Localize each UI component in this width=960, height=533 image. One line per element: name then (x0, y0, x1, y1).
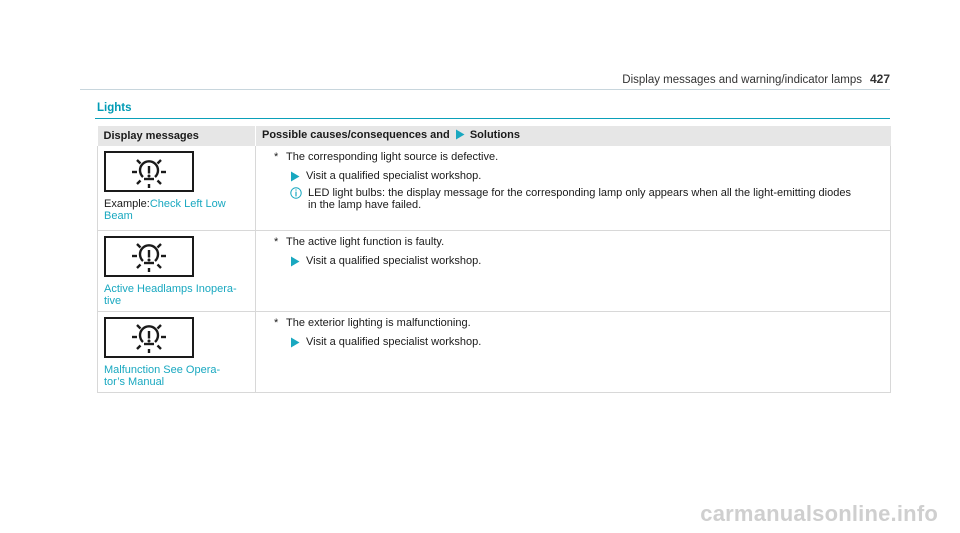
section-title: Lights (97, 102, 132, 114)
example-prefix: Example: (104, 198, 150, 210)
solution-arrow-icon (290, 170, 300, 183)
display-message-cell (98, 230, 256, 311)
col-header-display-messages (98, 126, 256, 146)
cause-marker: * (274, 316, 279, 329)
table-row (98, 230, 891, 311)
display-message-label (104, 198, 249, 222)
running-head (622, 72, 890, 86)
solution-arrow-icon (455, 129, 465, 143)
light-fault-warning-lamp-icon (104, 236, 194, 277)
col-display-label: Display messages (103, 130, 199, 142)
display-message-label (104, 283, 249, 307)
page-number: 427 (869, 72, 890, 86)
col-solutions-label: Solutions (469, 129, 520, 141)
display-text: Active Headlamps Inopera- (104, 282, 237, 295)
causes-solutions-cell (256, 311, 891, 392)
cause-text: The exterior lighting is malfunctioning. (286, 316, 471, 329)
cause-text: The active light function is faulty. (286, 235, 445, 248)
col-header-causes-solutions (256, 126, 891, 146)
running-title: Display messages and warning/indicator lamps (622, 74, 862, 86)
display-message-label (104, 364, 249, 388)
solution-arrow-icon (290, 255, 300, 268)
light-fault-warning-lamp-icon (104, 317, 194, 358)
light-fault-warning-lamp-icon (104, 151, 194, 192)
display-text: Malfunction See Opera- (104, 363, 221, 376)
col-causes-label: Possible causes/consequences and (262, 129, 450, 141)
cause-item (274, 317, 884, 330)
cause-marker: * (274, 151, 279, 163)
causes-solutions-cell (256, 146, 891, 230)
cause-text: The corresponding light source is defective. (286, 151, 499, 163)
solution-item (290, 255, 884, 268)
table-header-row (98, 126, 891, 146)
watermark: carmanualsonline.info (700, 501, 938, 526)
solution-item (290, 336, 884, 349)
display-text: Check Left Low (149, 198, 226, 210)
table-row (98, 146, 891, 230)
table-row (98, 311, 891, 392)
causes-solutions-cell (256, 230, 891, 311)
cause-item (274, 236, 884, 249)
solution-arrow-icon (290, 336, 300, 349)
solution-text: Visit a qualified specialist workshop. (306, 335, 482, 348)
display-message-cell (98, 311, 256, 392)
display-text-cont: tive (104, 294, 122, 307)
info-note (290, 187, 884, 211)
cause-item (274, 151, 884, 164)
info-icon (290, 187, 302, 199)
display-text-cont: Beam (104, 210, 133, 222)
cause-marker: * (274, 235, 279, 248)
header-divider (80, 89, 890, 90)
info-text-cont: in the lamp have failed. (308, 199, 422, 211)
solution-text: Visit a qualified specialist workshop. (306, 254, 482, 267)
solution-item (290, 170, 884, 183)
section-divider (95, 118, 890, 119)
solution-text: Visit a qualified specialist workshop. (306, 170, 482, 182)
display-message-cell (98, 146, 256, 230)
display-text-cont: tor’s Manual (104, 375, 165, 388)
info-text: LED light bulbs: the display message for the corresponding lamp only appears when all the light-emitting diodes (308, 187, 851, 199)
display-messages-table (97, 126, 891, 393)
